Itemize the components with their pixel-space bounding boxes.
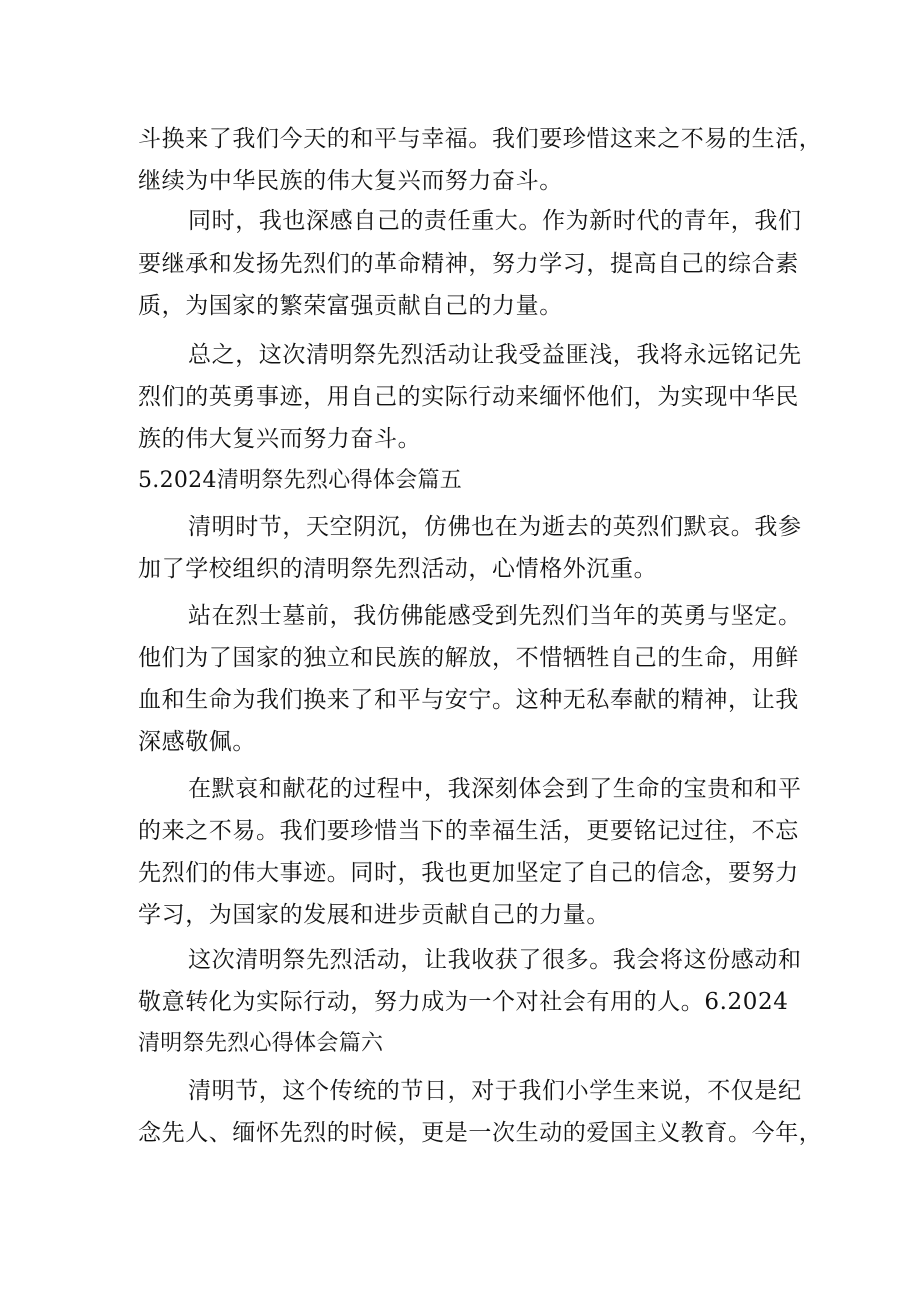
paragraph-line: 继续为中华民族的伟大复兴而努力奋斗。: [138, 168, 563, 194]
paragraph-line: 加了学校组织的清明祭先烈活动，心情格外沉重。: [138, 556, 658, 582]
paragraph-line: 烈们的英勇事迹，用自己的实际行动来缅怀他们，为实现中华民: [138, 384, 799, 410]
paragraph-line: 清明节，这个传统的节日，对于我们小学生来说，不仅是纪: [188, 1078, 802, 1104]
paragraph-line: 清明时节，天空阴沉，仿佛也在为逝去的英烈们默哀。我参: [188, 514, 802, 540]
paragraph-line: 这次清明祭先烈活动，让我收获了很多。我会将这份感动和: [188, 947, 802, 973]
paragraph-line: 站在烈士墓前，我仿佛能感受到先烈们当年的英勇与坚定。: [188, 603, 802, 629]
paragraph-line: 他们为了国家的独立和民族的解放，不惜牺牲自己的生命，用鲜: [138, 645, 799, 671]
paragraph-line: 先烈们的伟大事迹。同时，我也更加坚定了自己的信念，要努力: [138, 860, 799, 886]
paragraph-line: 敬意转化为实际行动，努力成为一个对社会有用的人。6.2024: [138, 989, 789, 1015]
paragraph-line: 同时，我也深感自己的责任重大。作为新时代的青年，我们: [188, 208, 802, 234]
section-heading: 5.2024清明祭先烈心得体会篇五: [138, 468, 463, 493]
paragraph-line: 的来之不易。我们要珍惜当下的幸福生活，更要铭记过往，不忘: [138, 818, 799, 844]
paragraph-line: 质，为国家的繁荣富强贡献自己的力量。: [138, 293, 563, 319]
paragraph-line: 要继承和发扬先烈们的革命精神，努力学习，提高自己的综合素: [138, 251, 799, 277]
paragraph-line: 总之，这次清明祭先烈活动让我受益匪浅，我将永远铭记先: [188, 342, 802, 368]
paragraph-line: 深感敬佩。: [138, 729, 256, 755]
paragraph-line: 血和生命为我们换来了和平与安宁。这种无私奉献的精神，让我: [138, 687, 799, 713]
paragraph-line: 斗换来了我们今天的和平与幸福。我们要珍惜这来之不易的生活，: [138, 126, 823, 152]
section-heading: 清明祭先烈心得体会篇六: [138, 1031, 384, 1056]
paragraph-line: 学习，为国家的发展和进步贡献自己的力量。: [138, 902, 610, 928]
paragraph-line: 念先人、缅怀先烈的时候，更是一次生动的爱国主义教育。今年，: [138, 1120, 823, 1146]
paragraph-line: 族的伟大复兴而努力奋斗。: [138, 426, 422, 452]
paragraph-line: 在默哀和献花的过程中，我深刻体会到了生命的宝贵和和平: [188, 776, 802, 802]
